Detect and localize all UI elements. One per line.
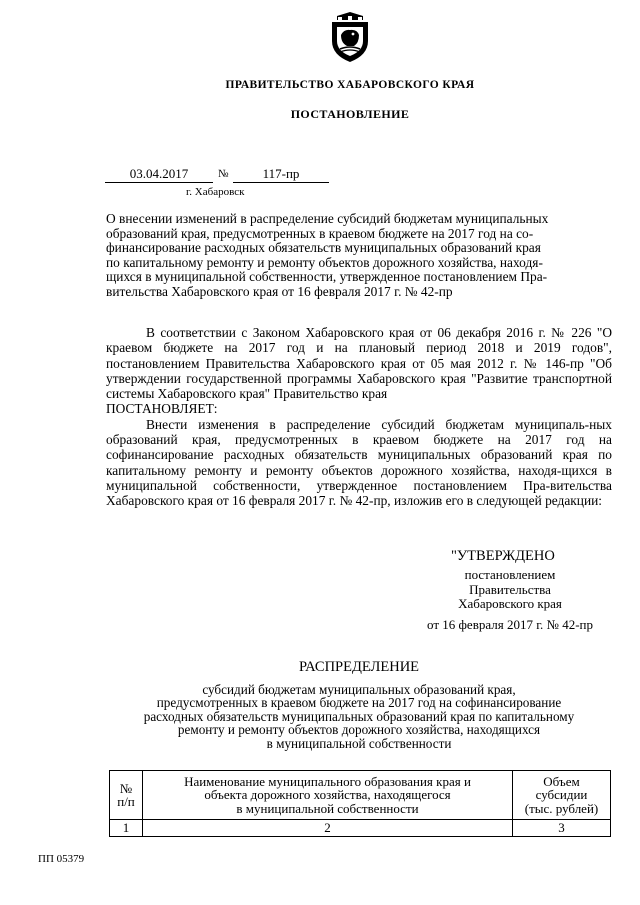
title-line: щихся в муниципальной собственности, утвержденное постановлением Пра- [106, 269, 548, 285]
subtitle-line: расходных обязательств муниципальных образований края по капитальному [143, 708, 575, 724]
document-type: ПОСТАНОВЛЕНИЕ [290, 107, 410, 121]
issuing-city: г. Хабаровск [186, 186, 245, 198]
column-number-cell: 1 [110, 820, 143, 836]
government-title: ПРАВИТЕЛЬСТВО ХАБАРОВСКОГО КРАЯ [225, 79, 475, 91]
preamble-paragraph: В соответствии с Законом Хабаровского края от 06 декабря 2016 г. № 226 "О краевом бюджете на 2017 год и на плановый период 2018 и 2019 годов", постановлением Правительства Хабаровского края от 05 мая 2012 г. № 146-пр "Об утверждении государственной программы Хабаровского края "Развитие транспортной системы Хабаровского края" Правительство края [106, 325, 612, 402]
subtitle-line: предусмотренных в краевом бюджете на 2017 год на софинансирование [156, 695, 562, 711]
column-number-cell: 3 [513, 820, 611, 836]
distribution-title: РАСПРЕДЕЛЕНИЕ [298, 659, 420, 675]
number-sign: № [218, 168, 229, 180]
header-cell-amount: Объем субсидии (тыс. рублей) [513, 771, 611, 820]
subtitle-line: в муниципальной собственности [266, 735, 452, 751]
approved-line: Хабаровского края [458, 596, 562, 612]
document-number: 117-пр [233, 166, 329, 183]
title-line: О внесении изменений в распределение субсидий бюджетам муниципальных [106, 211, 549, 226]
table-header-row [110, 771, 611, 820]
distribution-table [109, 770, 611, 837]
approved-heading: "УТВЕРЖДЕНО [451, 548, 555, 564]
title-line: финансирование расходных обязательств муниципальных образований края [106, 240, 541, 256]
instruction-paragraph: Внести изменения в распределение субсидий бюджетам муниципаль-ных образований края, предусмотренных в краевом бюджете на 2017 год на софинансирование расходных обязательств муниципальных образований края по капитальному ремонту и ремонту объектов дорожного хозяйства, находя-щихся в муниципальной собственности, утвержденное постановлением Пра-вительства Хабаровского края от 16 февраля 2017 г. № 42-пр, изложив его в следующей редакции: [106, 416, 612, 509]
approved-line: Правительства [469, 581, 551, 597]
subtitle-line: субсидий бюджетам муниципальных образований края, [202, 682, 516, 697]
title-line: образований края, предусмотренных в краевом бюджете на 2017 год на со- [106, 225, 534, 241]
header-cell-number: № п/п [110, 771, 143, 820]
distribution-subtitle [106, 683, 612, 750]
column-number-cell: 2 [143, 820, 513, 836]
decree-title [106, 212, 612, 300]
decree-word: ПОСТАНОВЛЯЕТ: [106, 401, 218, 417]
approval-stamp-block [395, 549, 625, 633]
decree-body [106, 325, 612, 509]
subtitle-line: ремонту и ремонту объектов дорожного хозяйства, находящихся [177, 722, 541, 738]
title-line: вительства Хабаровского края от 16 февраля 2017 г. № 42-пр [106, 283, 453, 299]
title-line: по капитальному ремонту и ремонту объектов дорожного хозяйства, находя- [106, 254, 543, 270]
approved-line: постановлением [464, 566, 556, 582]
footer-code: ПП 05379 [38, 853, 85, 865]
header-cell-name: Наименование муниципального образования края и объекта дорожного хозяйства, находящегося в муниципальной собственности [143, 771, 513, 820]
coat-of-arms-emblem [329, 11, 371, 63]
table-row [110, 820, 611, 836]
approved-date-reference: от 16 февраля 2017 г. № 42-пр [427, 617, 593, 633]
document-date: 03.04.2017 [105, 166, 213, 183]
